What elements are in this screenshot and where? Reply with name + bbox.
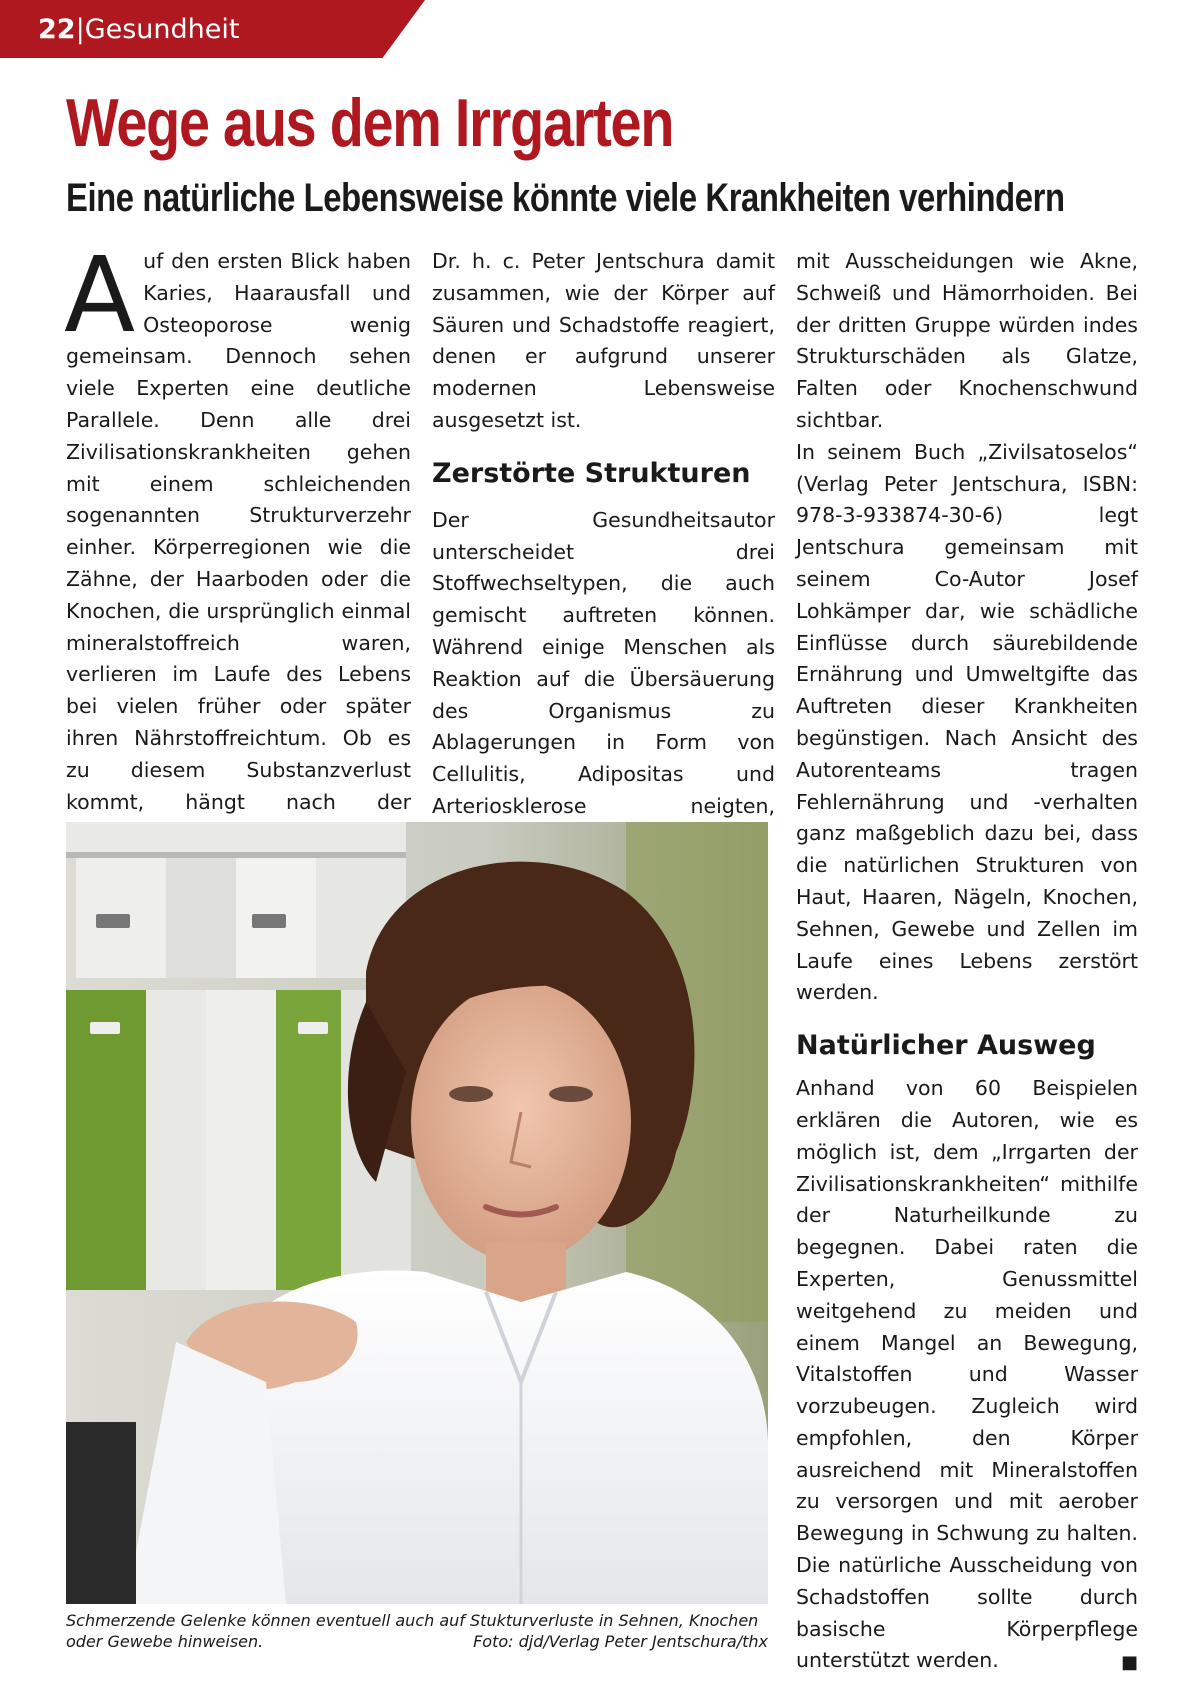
- photo-caption: [66, 1610, 768, 1652]
- drop-cap: A: [64, 234, 136, 356]
- section2-body: [796, 1073, 1138, 1677]
- page-number: 22: [38, 14, 76, 45]
- photo-credit: Foto: djd/Verlag Peter Jentschura/thx: [473, 1632, 768, 1651]
- col1-body: uf den ersten Blick haben Karies, Haarausfall und Osteoporose wenig gemeinsam. Dennoch sehen viele Experten eine deutliche Parallele. Denn alle drei Zivilisationskrankheiten gehen mit einem schleichenden sogenannten Strukturverzehr einher. Körperregionen wie die Zähne, der Haarboden oder die Knochen, die ursprünglich einmal mineralstoffreich waren, verlieren im Laufe des Lebens bei vielen früher oder später ihren Nährstoffreichtum. Ob es zu diesem Substanzverlust kommt, hängt nach der: [66, 249, 411, 814]
- text-column-1: [64, 234, 411, 850]
- col3-body-b: In seinem Buch „Zivilsatoselos“ (Verlag Peter Jentschura, ISBN: 978-3-933874-30-6) legt Jentschura gemeinsam mit seinem Co-Autor Josef Lohkämper dar, wie schädliche Einflüsse durch säurebildende Ernährung und Umweltgifte das Auftreten dieser Krankheiten begünstigen. Nach Ansicht des Autorenteams tragen Fehlernährung und -verhalten ganz maßgeblich dazu bei, dass die natürlichen Strukturen von Haut, Haaren, Nägeln, Knochen, Sehnen, Gewebe und Zellen im Laufe eines Lebens zerstört werden.: [796, 439, 1138, 1005]
- photo-illustration: [66, 822, 768, 1604]
- col2-body: Dr. h. c. Peter Jentschura damit zusammen, wie der Körper auf Säuren und Schadstoffe reagiert, denen er aufgrund unserer modernen Lebensweise ausgesetzt ist.: [432, 249, 775, 432]
- col3-body-a: mit Ausscheidungen wie Akne, Schweiß und Hämorrhoiden. Bei der dritten Gruppe würden indes Strukturschäden als Glatze, Falten oder Knochenschwund sichtbar.: [796, 249, 1138, 432]
- section2-text: Anhand von 60 Beispielen erklären die Autoren, wie es möglich ist, dem „Irrgarten der Zivilisationskrankheiten“ mithilfe der Naturheilkunde zu begegnen. Dabei raten die Experten, Genussmittel weitgehend zu meiden und einem Mangel an Bewegung, Vitalstoffen und Wasser vorzubeugen. Zugleich wird empfohlen, den Körper ausreichend mit Mineralstoffen zu versorgen und mit aerober Bewegung in Schwung zu halten. Die natürliche Ausscheidung von Schadstoffen sollte durch basische Körperpflege unterstützt werden.: [796, 1076, 1138, 1673]
- section1-body: Der Gesundheitsautor unterscheidet drei Stoffwechseltypen, die auch gemischt auftreten können. Während einige Menschen als Reaktion auf die Übersäuerung des Organismus zu Ablagerungen in Form von Cellulitis, Adipositas und Arteriosklerose neigten,: [432, 507, 775, 818]
- text-column-3: [796, 246, 1138, 1679]
- caption-text: Schmerzende Gelenke können eventuell auch auf Stukturverluste in Sehnen, Knochen oder Gewebe hinweisen.: [66, 1611, 759, 1651]
- article-photo: [66, 822, 768, 1604]
- article-subheadline: Eine natürliche Lebensweise könnte viele Krankheiten verhindern: [66, 176, 1065, 220]
- text-column-2: [432, 246, 775, 855]
- page-label: [38, 14, 239, 45]
- end-mark: ■: [1120, 1652, 1138, 1674]
- section-name: Gesundheit: [84, 14, 240, 45]
- section-heading-zerstoerte-strukturen: Zerstörte Strukturen: [432, 457, 751, 489]
- article-headline: Wege aus dem Irrgarten: [66, 85, 674, 161]
- page-separator: |: [75, 14, 85, 45]
- section-heading-natuerlicher-ausweg: Natürlicher Ausweg: [796, 1030, 1096, 1062]
